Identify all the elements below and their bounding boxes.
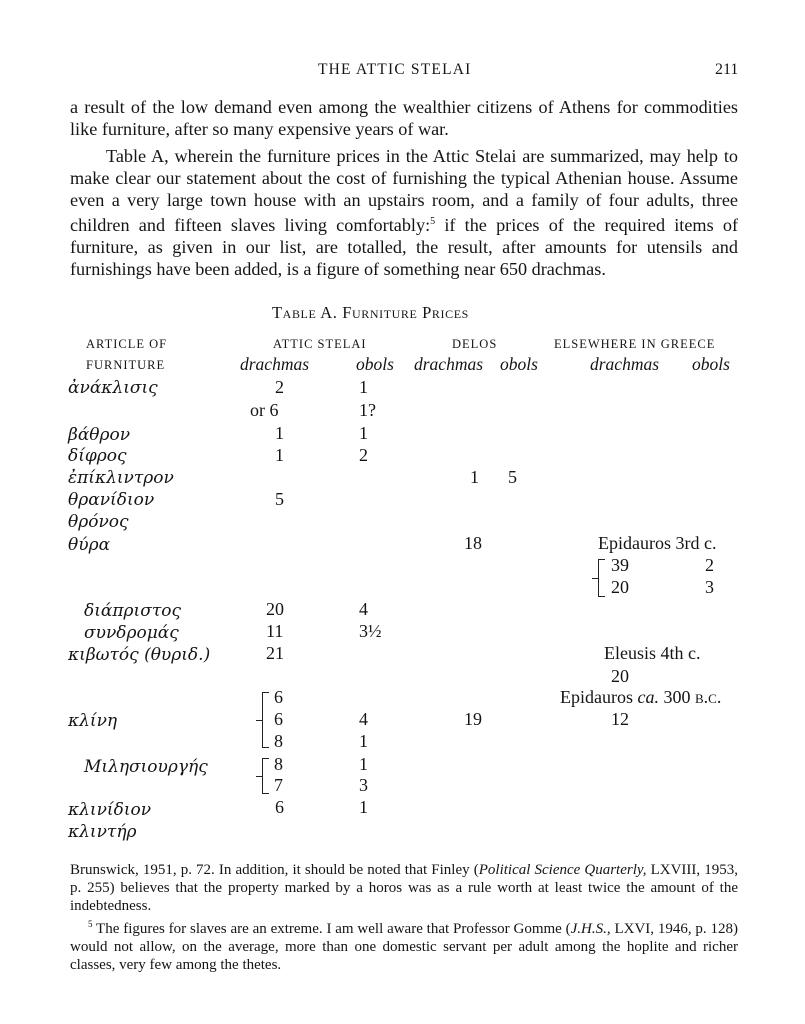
elsewhere-source: Epidauros 3rd c.	[598, 533, 717, 553]
footnote-continued-part1: Brunswick, 1951, p. 72. In addition, it should be noted that Finley (	[70, 862, 479, 878]
attic-drachmas: 8	[274, 754, 283, 774]
col-header-elsewhere: ELSEWHERE IN GREECE	[554, 337, 716, 351]
col-header-attic: ATTIC STELAI	[273, 337, 367, 351]
paragraph-1: a result of the low demand even among the wealthier citizens of Athens for commodities like furniture, after so many expensive years of war.	[70, 97, 738, 139]
elsewhere-source-year: 300	[663, 687, 691, 707]
unit-delos-drachmas: drachmas	[414, 354, 484, 374]
unit-attic-obols: obols	[356, 354, 394, 374]
footnote-ref-5: 5	[430, 216, 436, 227]
table-title: Table A. Furniture Prices	[272, 303, 469, 322]
col-header-delos: DELOS	[452, 337, 498, 351]
attic-obols: 1	[359, 731, 368, 751]
attic-obols: 2	[359, 445, 368, 465]
attic-drachmas: 6	[274, 687, 283, 707]
attic-drachmas: 8	[274, 731, 283, 751]
elsewhere-obols: 3	[705, 577, 714, 597]
attic-obols: 1	[359, 423, 368, 443]
article-klinidion: κλινίδιον	[68, 800, 152, 820]
col-header-article-2: FURNITURE	[86, 358, 166, 372]
attic-obols: 1	[359, 377, 368, 397]
article-diphros: δίφρος	[68, 446, 127, 466]
article-thranidion: θρανίδιον	[68, 490, 155, 510]
attic-obols: 1	[359, 797, 368, 817]
body-text	[70, 96, 738, 280]
elsewhere-drachmas: 12	[611, 709, 629, 729]
attic-drachmas: 20	[266, 599, 284, 619]
paragraph-2	[70, 145, 738, 280]
footnote-5-part1: The figures for slaves are an extreme. I am well aware that Professor Gomme (	[92, 921, 571, 937]
unit-delos-obols: obols	[500, 354, 538, 374]
article-kline: κλίνη	[68, 711, 118, 731]
elsewhere-drachmas: 39	[611, 555, 629, 575]
attic-obols: 3	[359, 775, 368, 795]
article-syndromas: συνδρομάς	[84, 623, 179, 643]
attic-drachmas: 5	[275, 489, 284, 509]
attic-obols: 3½	[359, 621, 382, 641]
attic-obols: 4	[359, 599, 368, 619]
elsewhere-obols: 2	[705, 555, 714, 575]
elsewhere-source: Eleusis 4th c.	[604, 643, 701, 663]
elsewhere-source-circa: ca.	[637, 687, 659, 707]
article-thronos: θρόνος	[68, 512, 129, 532]
article-klinter: κλιντήρ	[68, 822, 137, 842]
unit-attic-drachmas: drachmas	[240, 354, 310, 374]
footnote-5	[70, 915, 738, 974]
article-bathron: βάθρον	[68, 425, 131, 445]
footnote-continued-part2: LXVIII, 1953, p. 255) believes that the property marked by a horos was as a rule worth at least twice the amount of the indebtedness.	[70, 862, 738, 914]
delos-drachmas: 18	[464, 533, 482, 553]
attic-drachmas: 6	[275, 797, 284, 817]
delos-drachmas: 1	[470, 467, 479, 487]
elsewhere-source-place: Epidauros	[560, 687, 633, 707]
unit-else-obols: obols	[692, 354, 730, 374]
page-number: 211	[715, 61, 739, 78]
footnote-5-number: 5	[88, 919, 93, 929]
elsewhere-drachmas: 20	[611, 666, 629, 686]
brace-thyra	[598, 559, 607, 597]
attic-drachmas: 1	[275, 445, 284, 465]
unit-else-drachmas: drachmas	[590, 354, 660, 374]
elsewhere-drachmas: 20	[611, 577, 629, 597]
footnotes	[70, 861, 738, 974]
article-diapristos: διάπριστος	[84, 601, 181, 621]
delos-drachmas: 19	[464, 709, 482, 729]
attic-drachmas: 2	[275, 377, 284, 397]
article-epiklintron: ἐπίκλιντρον	[68, 468, 174, 488]
article-anaklisis: ἀνάκλισις	[68, 378, 158, 398]
col-header-article-1: ARTICLE OF	[86, 337, 168, 351]
attic-drachmas: 7	[274, 775, 283, 795]
attic-obols-alt: 1?	[359, 400, 376, 420]
footnote-5-journal: J.H.S.,	[570, 921, 611, 937]
running-header: THE ATTIC STELAI	[318, 61, 472, 78]
attic-drachmas: 6	[274, 709, 283, 729]
footnote-5-part2: LXVI, 1946, p. 128) would not allow, on the average, more than one domestic servant per adult among the hoplite and richer classes, very few among the thetes.	[70, 921, 738, 973]
attic-drachmas-alt: or 6	[250, 400, 279, 420]
delos-obols: 5	[508, 467, 517, 487]
elsewhere-source-era: b.c.	[694, 687, 722, 707]
article-milesiourges: Μιλησιουργής	[84, 757, 208, 777]
attic-drachmas: 1	[275, 423, 284, 443]
paragraph-2-part2: if the prices of the required items of furniture, as given in our list, are totalled, the result, after amounts for utensils and furnishings have been added, is a figure of something near 650 drachmas.	[70, 215, 738, 280]
footnote-continued-journal: Political Science Quarterly,	[478, 862, 647, 878]
attic-drachmas: 11	[266, 621, 284, 641]
brace-milesiourges	[262, 758, 271, 794]
paragraph-2-part1: Table A, wherein the furniture prices in the Attic Stelai are summarized, may help to make clear our statement about the cost of furnishing the typical Athenian house. Assume even a very large town house with an upstairs room, and a family of four adults, three children and fifteen slaves living comfortably:	[70, 146, 738, 236]
attic-drachmas: 21	[266, 643, 284, 663]
brace-kline	[262, 692, 271, 748]
attic-obols: 4	[359, 709, 368, 729]
elsewhere-source	[560, 687, 721, 708]
attic-obols: 1	[359, 754, 368, 774]
article-kibotos: κιβωτός (θυριδ.)	[68, 645, 211, 665]
article-thyra: θύρα	[68, 535, 111, 555]
footnote-continued	[70, 861, 738, 915]
